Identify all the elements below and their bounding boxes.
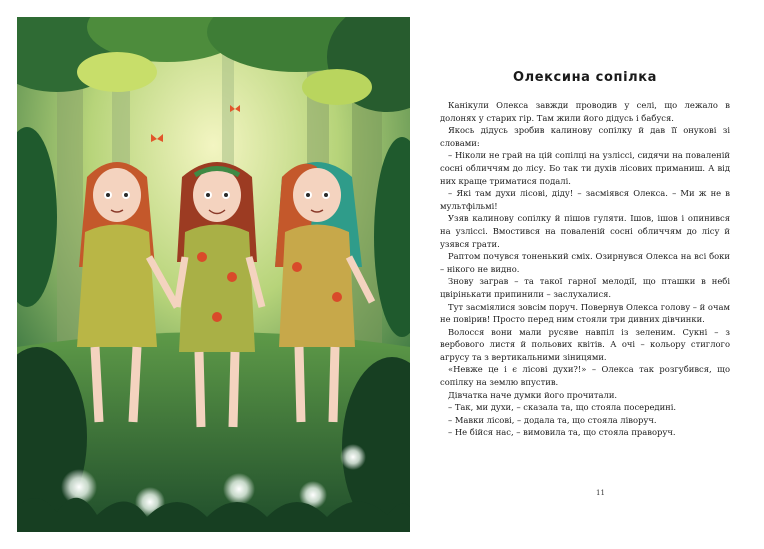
paragraph: Раптом почувся тоненький сміх. Озирнувся Олекса на всі боки – нікого не видно. <box>440 251 730 274</box>
forest-spirits-illustration <box>17 17 410 532</box>
paragraph: Дівчатка наче думки його прочитали. <box>448 389 618 400</box>
paragraph: «Невже це і є лісові духи?!» – Олекса так розгубився, що сопілку на землю впустив. <box>440 364 730 388</box>
paragraph: Знову заграв – та такої гарної мелодії, що пташки в небі цвірінькати припинили – заслухалися. <box>440 276 730 299</box>
illustration-canvas <box>17 17 410 532</box>
paragraph: Канікули Олекса завжди проводив у селі, що лежало в долонях у старих гір. Там жили його дідусь і бабуся. <box>440 100 730 123</box>
paragraph: Волосся вони мали русяве навпіл із зеленим. Сукні – з вербового листя й польових квітів. А очі – кольору стиглого агрусу та з вертикальними зіницями. <box>440 326 730 362</box>
paragraph: – Мавки лісові, – додала та, що стояла ліворуч. <box>448 414 657 425</box>
paragraph: – Так, ми духи, – сказала та, що стояла посередині. <box>448 402 677 413</box>
paragraph: Якось дідусь зробив калинову сопілку й дав її онукові зі словами: <box>440 125 730 148</box>
paragraph: – Які там духи лісові, діду! – засміявся Олекса. – Ми ж не в мультфільмі! <box>440 188 730 211</box>
paragraph: – Не бійся нас, – вимовила та, що стояла праворуч. <box>448 427 676 438</box>
paragraph: Тут засміялися зовсім поруч. Повернув Олекса голову – й очам не повірив! Просто перед ним стояли три дивних дівчинки. <box>440 301 730 325</box>
page-title: Олексина сопілка <box>512 70 658 85</box>
story-page <box>440 70 730 510</box>
paragraph: – Ніколи не грай на цій сопілці на узліссі, сидячи на поваленій сосні обличчям до лісу. Бо так ти духів лісових приманиш. А від них краще триматися подалі. <box>440 150 730 186</box>
story-text <box>440 99 730 439</box>
page-number: 11 <box>596 489 605 497</box>
paragraph: Узяв калинову сопілку й пішов гуляти. Ішов, ішов і опинився на узліссі. Вмостився на поваленій сосні обличчям до лісу й узявся грати. <box>440 213 730 249</box>
